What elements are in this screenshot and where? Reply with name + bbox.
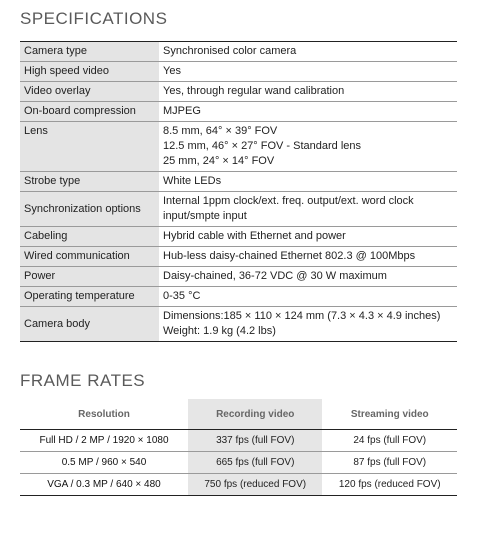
spec-value: Dimensions:185 × 110 × 124 mm (7.3 × 4.3 × 4.9 inches) Weight: 1.9 kg (4.2 lbs) [159, 307, 457, 342]
spec-row [20, 42, 457, 62]
spec-label: Camera body [20, 307, 159, 342]
spec-label: Synchronization options [20, 192, 159, 227]
recording-cell: 337 fps (full FOV) [188, 430, 322, 452]
spec-row [20, 62, 457, 82]
spec-value: Daisy-chained, 36-72 VDC @ 30 W maximum [159, 267, 457, 287]
spec-row [20, 82, 457, 102]
spec-label: High speed video [20, 62, 159, 82]
spec-value: Synchronised color camera [159, 42, 457, 62]
resolution-cell: 0.5 MP / 960 × 540 [20, 452, 188, 474]
streaming-cell: 24 fps (full FOV) [322, 430, 457, 452]
spec-label: On-board compression [20, 102, 159, 122]
spec-value: MJPEG [159, 102, 457, 122]
spec-value: 0-35 °C [159, 287, 457, 307]
recording-cell: 750 fps (reduced FOV) [188, 474, 322, 496]
spec-row [20, 247, 457, 267]
spec-label: Lens [20, 122, 159, 172]
streaming-cell: 87 fps (full FOV) [322, 452, 457, 474]
spec-row [20, 287, 457, 307]
spec-label: Strobe type [20, 172, 159, 192]
spec-row [20, 227, 457, 247]
frame-rates-table [20, 399, 457, 496]
spec-row [20, 307, 457, 342]
column-header-streaming: Streaming video [322, 399, 457, 430]
spec-label: Power [20, 267, 159, 287]
spec-label: Operating temperature [20, 287, 159, 307]
spec-row [20, 192, 457, 227]
column-header-recording: Recording video [188, 399, 322, 430]
spec-label: Wired communication [20, 247, 159, 267]
spec-label: Camera type [20, 42, 159, 62]
frame-rates-header-row [20, 399, 457, 430]
spec-row [20, 267, 457, 287]
spec-value: Hybrid cable with Ethernet and power [159, 227, 457, 247]
spec-value: White LEDs [159, 172, 457, 192]
spec-value: Yes, through regular wand calibration [159, 82, 457, 102]
table-row [20, 474, 457, 496]
spec-row [20, 122, 457, 172]
resolution-cell: Full HD / 2 MP / 1920 × 1080 [20, 430, 188, 452]
column-header-resolution: Resolution [20, 399, 188, 430]
resolution-cell: VGA / 0.3 MP / 640 × 480 [20, 474, 188, 496]
spec-label: Video overlay [20, 82, 159, 102]
spec-row [20, 172, 457, 192]
streaming-cell: 120 fps (reduced FOV) [322, 474, 457, 496]
spec-label: Cabeling [20, 227, 159, 247]
recording-cell: 665 fps (full FOV) [188, 452, 322, 474]
specifications-table [20, 41, 457, 342]
spec-value: Hub-less daisy-chained Ethernet 802.3 @ 100Mbps [159, 247, 457, 267]
spec-value: Internal 1ppm clock/ext. freq. output/ext. word clock input/smpte input [159, 192, 457, 227]
spec-value: 8.5 mm, 64° × 39° FOV 12.5 mm, 46° × 27° FOV - Standard lens 25 mm, 24° × 14° FOV [159, 122, 457, 172]
frame-rates-title: FRAME RATES [20, 371, 146, 390]
spec-row [20, 102, 457, 122]
table-row [20, 430, 457, 452]
specifications-title: SPECIFICATIONS [20, 9, 168, 28]
spec-value: Yes [159, 62, 457, 82]
table-row [20, 452, 457, 474]
